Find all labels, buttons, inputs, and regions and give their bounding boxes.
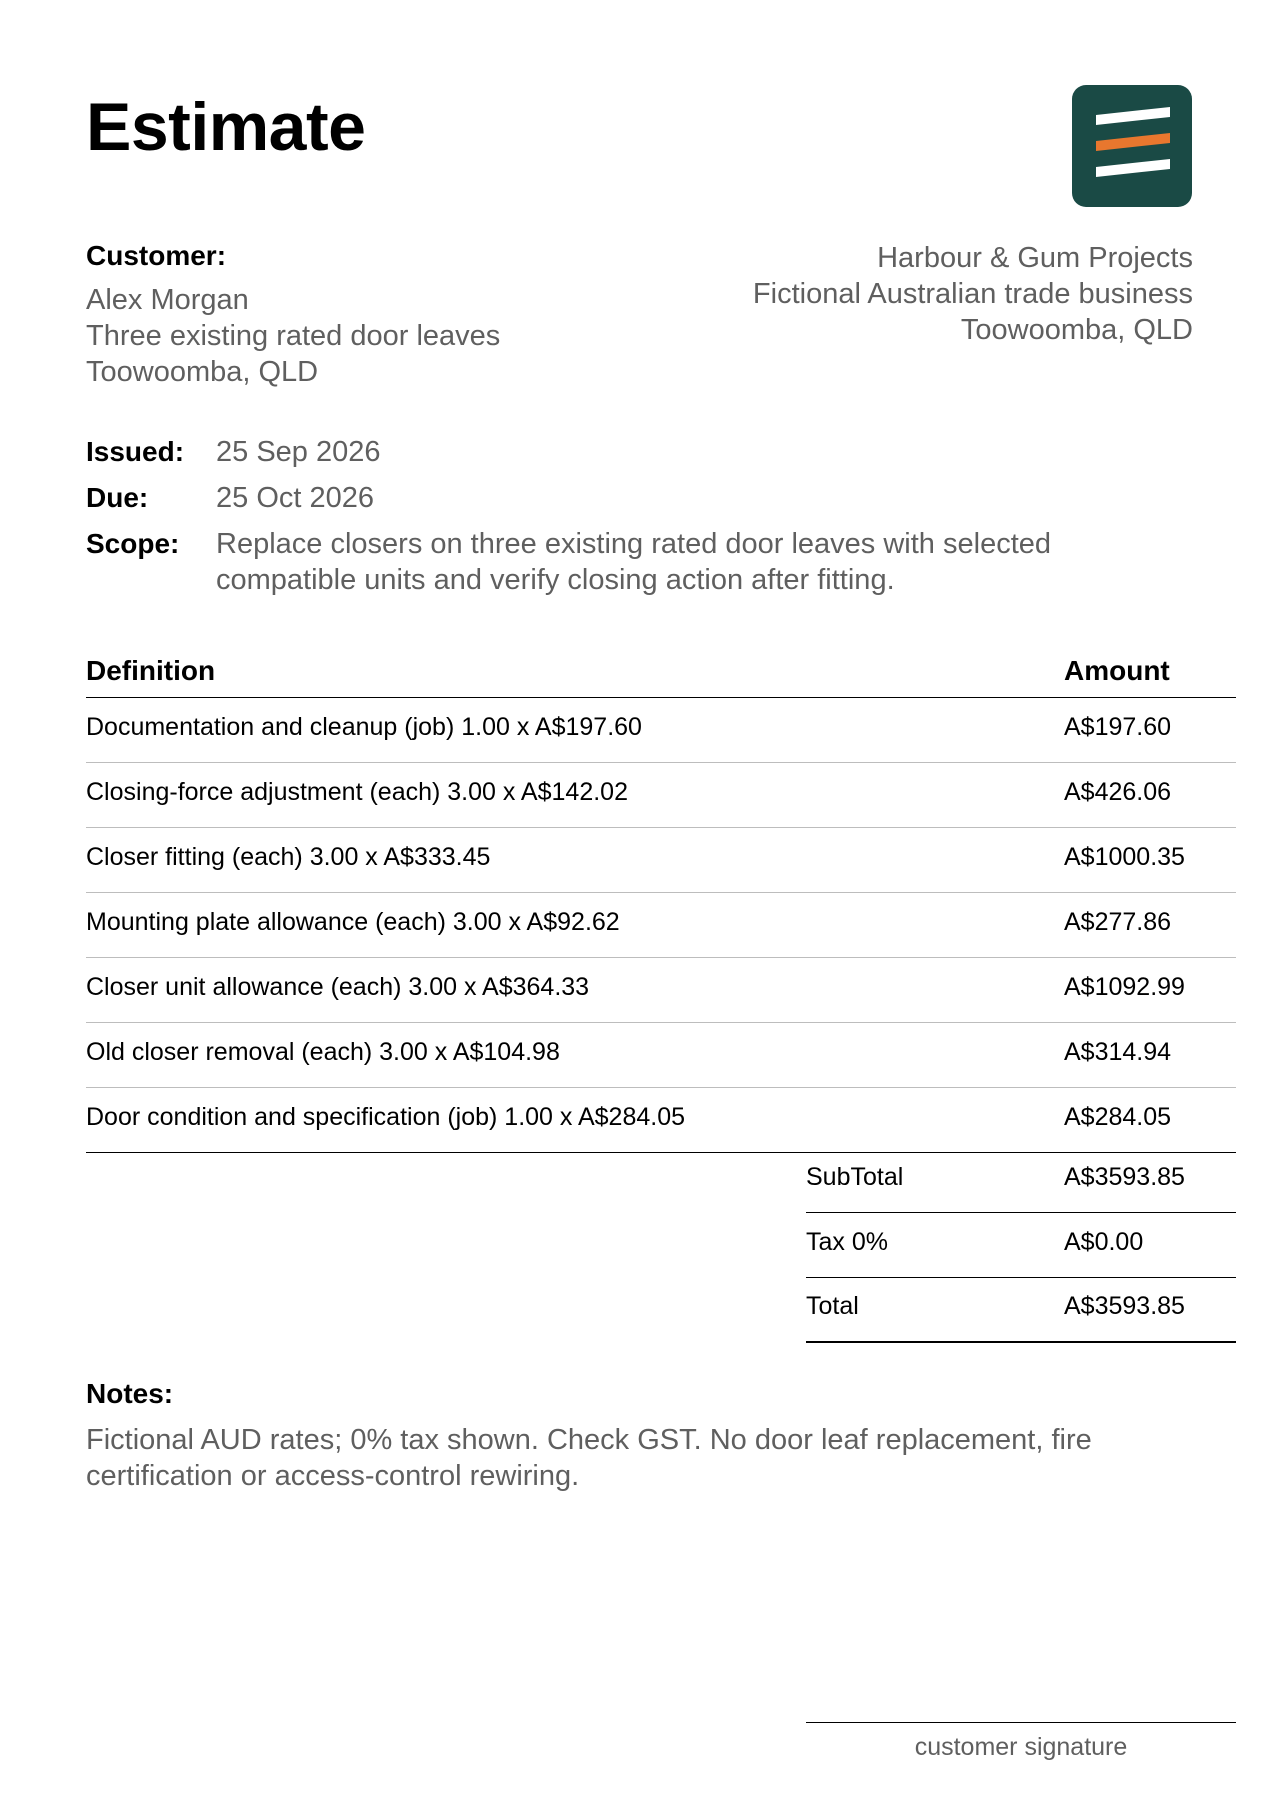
table-row <box>86 828 1236 893</box>
table-row <box>86 893 1236 958</box>
due-row <box>86 480 1146 516</box>
subtotal-label: SubTotal <box>806 1162 904 1191</box>
amount-column-header: Amount <box>1064 655 1170 686</box>
notes-line: certification or access-control rewiring. <box>86 1460 580 1492</box>
notes-line: Fictional AUD rates; 0% tax shown. Check GST. No door leaf replacement, fire <box>86 1424 1092 1456</box>
row-amount: A$284.05 <box>1064 1102 1172 1131</box>
business-block <box>633 240 1193 348</box>
customer-address-line: Three existing rated door leaves <box>86 320 501 352</box>
tax-row <box>806 1213 1236 1278</box>
business-location: Toowoomba, QLD <box>960 314 1193 346</box>
issued-value: 25 Sep 2026 <box>216 436 381 468</box>
line-items-table <box>86 655 1236 1153</box>
scope-line: compatible units and verify closing action after fitting. <box>216 564 895 596</box>
total-label: Total <box>806 1292 859 1320</box>
customer-block <box>86 240 646 390</box>
row-definition: Old closer removal (each) 3.00 x A$104.98 <box>86 1037 560 1066</box>
tax-label: Tax 0% <box>806 1227 888 1256</box>
business-name: Harbour & Gum Projects <box>877 242 1193 274</box>
notes-label: Notes: <box>86 1378 174 1409</box>
subtotal-row <box>806 1148 1236 1213</box>
scope-row <box>86 526 1146 598</box>
table-row <box>86 958 1236 1023</box>
definition-column-header: Definition <box>86 655 216 686</box>
tax-value: A$0.00 <box>1064 1227 1144 1256</box>
customer-name: Alex Morgan <box>86 284 249 316</box>
table-row <box>86 1023 1236 1088</box>
row-definition: Door condition and specification (job) 1.00 x A$284.05 <box>86 1102 685 1131</box>
signature-line[interactable] <box>806 1722 1236 1762</box>
row-amount: A$1000.35 <box>1064 842 1185 871</box>
row-amount: A$1092.99 <box>1064 972 1185 1001</box>
business-description: Fictional Australian trade business <box>752 278 1193 310</box>
row-amount: A$314.94 <box>1064 1037 1172 1066</box>
notes-section <box>86 1378 1186 1494</box>
customer-label: Customer: <box>86 240 227 271</box>
table-header <box>86 655 1236 698</box>
table-row <box>86 763 1236 828</box>
table-row <box>86 698 1236 763</box>
total-value: A$3593.85 <box>1064 1292 1185 1320</box>
totals-block <box>806 1148 1236 1343</box>
issued-label: Issued: <box>86 436 185 467</box>
scope-value <box>216 526 1051 598</box>
subtotal-value: A$3593.85 <box>1064 1162 1185 1191</box>
due-label: Due: <box>86 482 149 513</box>
row-definition: Closer unit allowance (each) 3.00 x A$364.33 <box>86 972 590 1001</box>
row-definition: Documentation and cleanup (job) 1.00 x A$197.60 <box>86 712 642 741</box>
issued-row <box>86 434 1146 470</box>
total-row <box>806 1278 1236 1343</box>
page-title: Estimate <box>86 89 366 165</box>
scope-label: Scope: <box>86 528 180 559</box>
due-value: 25 Oct 2026 <box>216 482 374 514</box>
row-amount: A$277.86 <box>1064 907 1172 936</box>
table-row <box>86 1088 1236 1153</box>
scope-line: Replace closers on three existing rated door leaves with selected <box>216 528 1052 560</box>
customer-location: Toowoomba, QLD <box>86 356 319 388</box>
signature-label: customer signature <box>914 1733 1128 1761</box>
stacked-planks-logo-icon <box>1072 85 1192 207</box>
row-amount: A$426.06 <box>1064 777 1172 806</box>
estimate-meta <box>86 434 1146 608</box>
row-definition: Mounting plate allowance (each) 3.00 x A$92.62 <box>86 907 620 936</box>
row-amount: A$197.60 <box>1064 712 1172 741</box>
row-definition: Closer fitting (each) 3.00 x A$333.45 <box>86 842 491 871</box>
row-definition: Closing-force adjustment (each) 3.00 x A$142.02 <box>86 777 628 806</box>
